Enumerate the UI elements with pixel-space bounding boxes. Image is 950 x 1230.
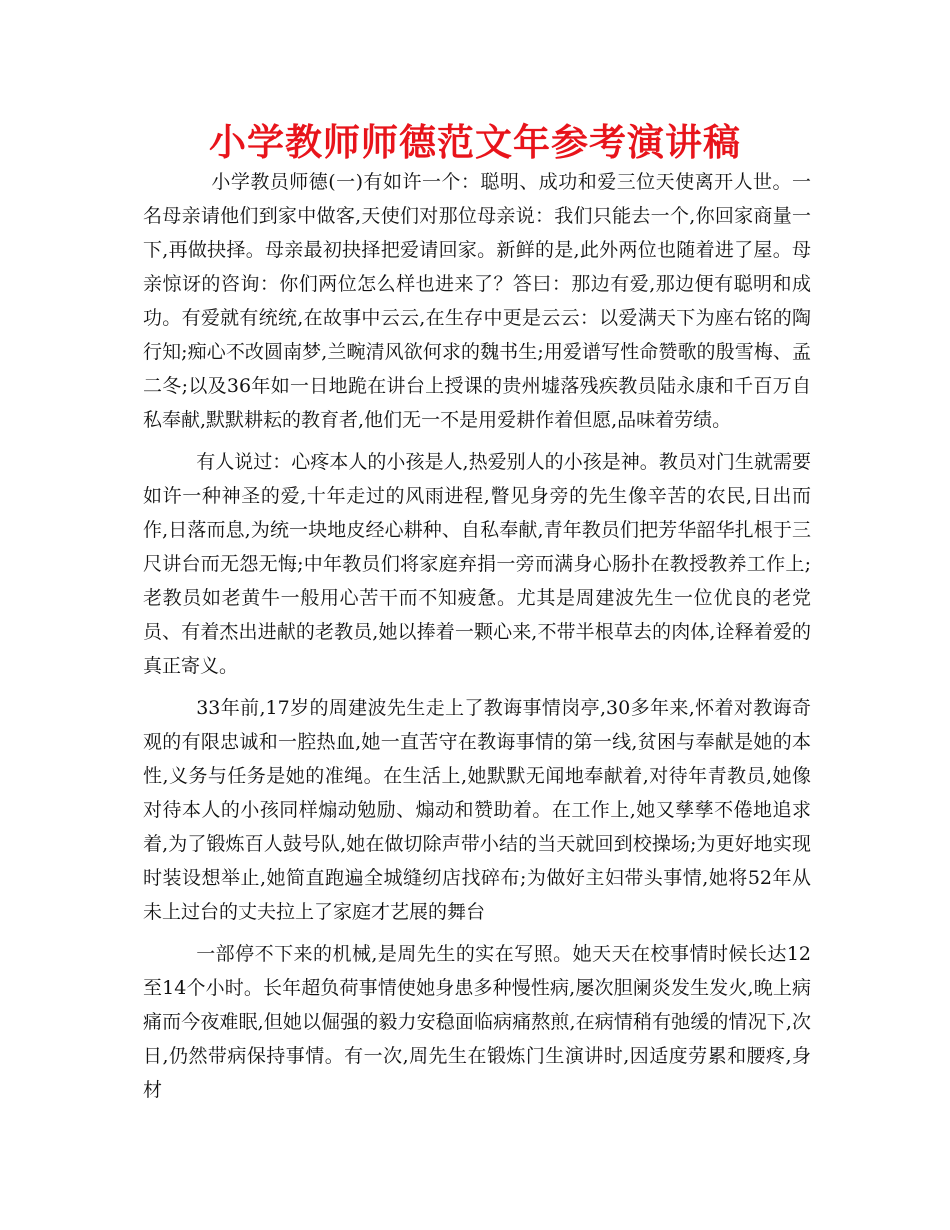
paragraph-2: 有人说过：心疼本人的小孩是人,热爱别人的小孩是神。教员对门生就需要如许一种神圣的爱,十年走过的风雨进程,瞥见身旁的先生像辛苦的农民,日出而作,日落而息,为统一块地皮经心耕种、自私奉献,青年教员们把芳华韶华扎根于三尺讲台而无怨无悔;中年教员们将家庭弃捐一旁而满身心肠扑在教授教养工作上;老教员如老黄牛一般用心苦干而不知疲惫。尤其是周建波先生一位优良的老党员、有着杰出进献的老教员,她以捧着一颗心来,不带半根草去的肉体,诠释着爱的真正寄义。 bbox=[143, 451, 811, 677]
document-body bbox=[143, 165, 811, 1115]
paragraph-3: 33年前,17岁的周建波先生走上了教诲事情岗亭,30多年来,怀着对教诲奇观的有限忠诚和一腔热血,她一直苦守在教诲事情的第一线,贫困与奉献是她的本性,义务与任务是她的准绳。在生活上,她默默无闻地奉献着,对待年青教员,她像对待本人的小孩同样煽动勉励、煽动和赞助着。在工作上,她又孳孳不倦地追求着,为了锻炼百人鼓号队,她在做切除声带小结的当天就回到校操场;为更好地实现时装设想举止,她简直跑遍全城缝纫店找碎布;为做好主妇带头事情,她将52年从未上过台的丈夫拉上了家庭才艺展的舞台 bbox=[143, 697, 811, 923]
paragraph-4: 一部停不下来的机械,是周先生的实在写照。她天天在校事情时候长达12至14个小时。长年超负荷事情使她身患多种慢性病,屡次胆阑炎发生发火,晚上病痛而今夜难眠,但她以倔强的毅力安稳面临病痛熬煎,在病情稍有弛缓的情况下,次日,仍然带病保持事情。有一次,周先生在锻炼门生演讲时,因适度劳累和腰疼,身材 bbox=[143, 943, 811, 1101]
document-title: 小学教师师德范文年参考演讲稿 bbox=[209, 121, 741, 164]
paragraph-1: 小学教员师德(一)有如许一个：聪明、成功和爱三位天使离开人世。一名母亲请他们到家中做客,天使们对那位母亲说：我们只能去一个,你回家商量一下,再做抉择。母亲最初抉择把爱请回家。新鲜的是,此外两位也随着进了屋。母亲惊讶的咨询：你们两位怎么样也进来了？答曰：那边有爱,那边便有聪明和成功。有爱就有统统,在故事中云云,在生存中更是云云：以爱满天下为座右铭的陶行知;痴心不改圆南梦,兰畹清风欲何求的魏书生;用爱谱写性命赞歌的殷雪梅、孟二冬;以及36年如一日地跪在讲台上授课的贵州墟落残疾教员陆永康和千百万自私奉献,默默耕耘的教育者,他们无一不是用爱耕作着但愿,品味着劳绩。 bbox=[143, 171, 811, 431]
